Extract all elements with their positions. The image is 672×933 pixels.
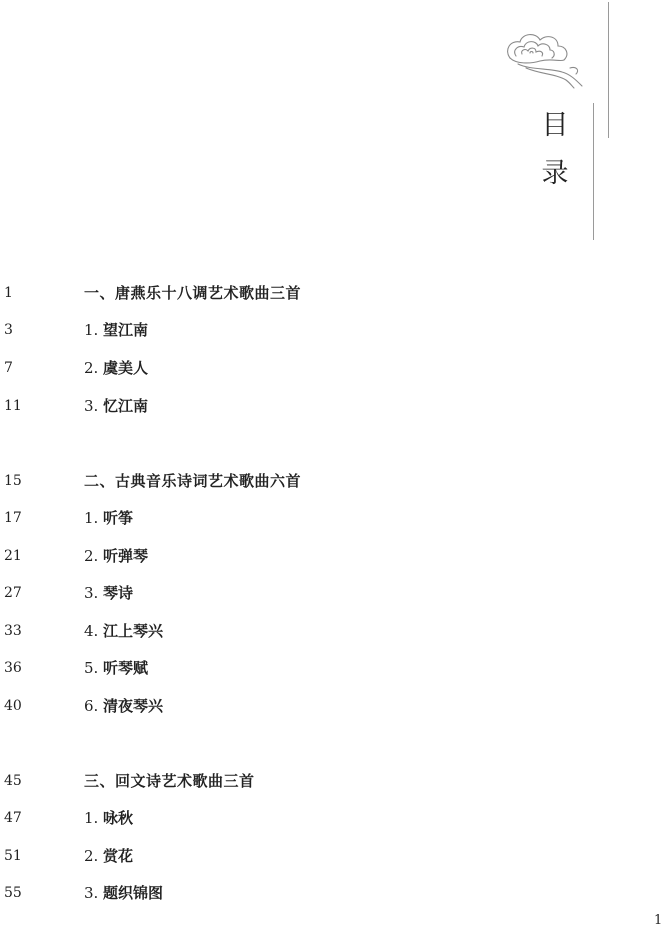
- page-number: 3: [4, 322, 13, 338]
- item-text: [84, 544, 148, 568]
- toc-item-row[interactable]: [0, 844, 672, 868]
- toc-item-row[interactable]: [0, 318, 672, 342]
- page-number: 40: [4, 698, 22, 714]
- item-title: 听琴赋: [103, 659, 149, 677]
- toc-item-row[interactable]: [0, 356, 672, 380]
- item-number: 6.: [84, 697, 99, 715]
- toc-section-row[interactable]: [0, 469, 672, 493]
- item-text: [84, 881, 163, 905]
- page-number: 45: [4, 773, 22, 789]
- item-title: 江上琴兴: [103, 622, 164, 640]
- toc-item-row[interactable]: [0, 544, 672, 568]
- title-char-1: 目: [541, 110, 569, 141]
- item-title: 听筝: [103, 509, 134, 527]
- page-number: 51: [4, 848, 22, 864]
- page-number: 21: [4, 548, 22, 564]
- item-number: 1.: [84, 509, 99, 527]
- toc-section-row[interactable]: [0, 769, 672, 793]
- item-number: 1.: [84, 809, 99, 827]
- item-text: [84, 844, 133, 868]
- toc-item-row[interactable]: [0, 694, 672, 718]
- toc-item-row[interactable]: [0, 619, 672, 643]
- header-rule-upper: [608, 2, 609, 138]
- item-text: [84, 656, 148, 680]
- toc-section-row[interactable]: [0, 281, 672, 305]
- item-title: 琴诗: [103, 584, 134, 602]
- item-number: 3.: [84, 884, 99, 902]
- section-title: 三、回文诗艺术歌曲三首: [84, 772, 255, 790]
- item-number: 2.: [84, 547, 99, 565]
- page-number: 7: [4, 360, 13, 376]
- item-number: 2.: [84, 359, 99, 377]
- toc-item-row[interactable]: [0, 506, 672, 530]
- item-text: [84, 506, 133, 530]
- toc-item-row[interactable]: [0, 581, 672, 605]
- page-number: 55: [4, 885, 22, 901]
- item-title: 咏秋: [103, 809, 134, 827]
- item-text: [84, 581, 133, 605]
- item-title: 望江南: [103, 321, 149, 339]
- page-number: 11: [4, 398, 22, 414]
- page-number: 33: [4, 623, 22, 639]
- item-title: 忆江南: [103, 397, 149, 415]
- page-number: 36: [4, 660, 22, 676]
- header-rule-lower: [593, 103, 594, 240]
- item-number: 5.: [84, 659, 99, 677]
- page-number: 1: [4, 285, 13, 301]
- item-title: 清夜琴兴: [103, 697, 164, 715]
- section-title: 一、唐燕乐十八调艺术歌曲三首: [84, 284, 302, 302]
- item-number: 4.: [84, 622, 99, 640]
- item-text: [84, 356, 148, 380]
- item-number: 2.: [84, 847, 99, 865]
- toc-item-row[interactable]: [0, 881, 672, 905]
- page-number: 15: [4, 473, 22, 489]
- toc-item-row[interactable]: [0, 394, 672, 418]
- item-number: 3.: [84, 584, 99, 602]
- item-number: 3.: [84, 397, 99, 415]
- page-number: 27: [4, 585, 22, 601]
- item-title: 听弹琴: [103, 547, 149, 565]
- toc-item-row[interactable]: [0, 656, 672, 680]
- item-title: 赏花: [103, 847, 134, 865]
- title-char-2: 录: [541, 158, 569, 189]
- item-text: [84, 394, 148, 418]
- item-text: [84, 694, 163, 718]
- item-number: 1.: [84, 321, 99, 339]
- page-number: 47: [4, 810, 22, 826]
- item-title: 题织锦图: [103, 884, 164, 902]
- item-title: 虞美人: [103, 359, 149, 377]
- item-text: [84, 806, 133, 830]
- toc-item-row[interactable]: [0, 806, 672, 830]
- cloud-scroll-icon: [500, 28, 586, 90]
- item-text: [84, 619, 163, 643]
- footer-page-number: 1: [654, 913, 663, 928]
- page-number: 17: [4, 510, 22, 526]
- section-title: 二、古典音乐诗词艺术歌曲六首: [84, 472, 302, 490]
- item-text: [84, 318, 148, 342]
